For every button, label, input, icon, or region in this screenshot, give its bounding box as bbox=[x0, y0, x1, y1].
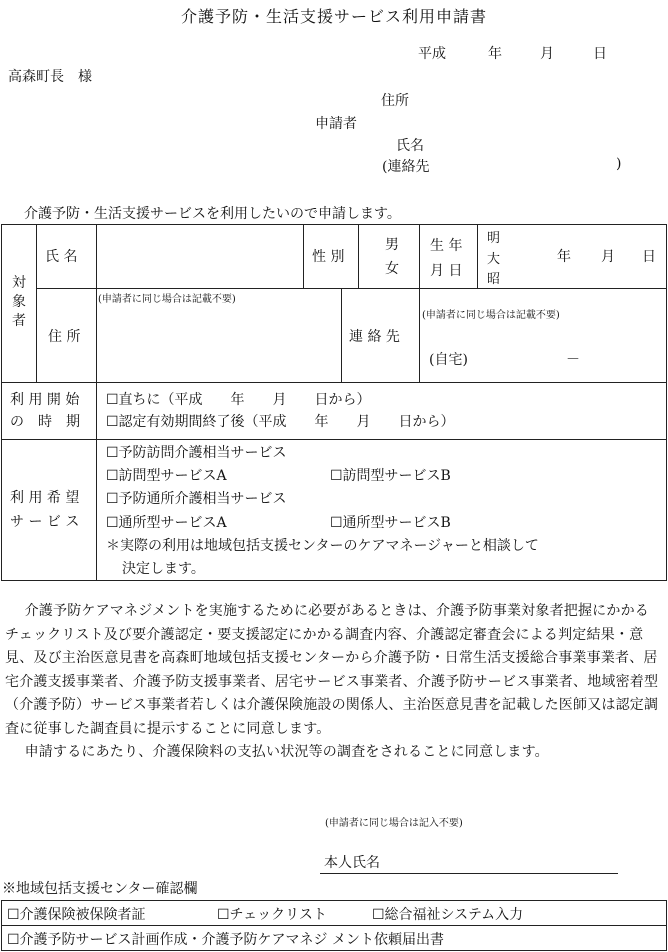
address-note: (申請者に同じ場合は記載不要) bbox=[98, 294, 236, 305]
service-daycare-b[interactable]: ☐通所型サービスB bbox=[330, 515, 451, 531]
name-label: 氏 名 bbox=[45, 249, 78, 265]
contact-label: 連 絡 先 bbox=[349, 329, 400, 345]
table-line-col-era bbox=[477, 224, 478, 288]
addressee: 高森町長 様 bbox=[8, 69, 92, 85]
service-note-2: 決定します。 bbox=[122, 561, 205, 577]
center-item-care-plan[interactable]: ☐介護予防サービス計画作成・介護予防ケアマネジ メント依頼届出書 bbox=[7, 932, 444, 948]
applicant-contact-open: (連絡先 bbox=[382, 159, 430, 175]
date-day: 日 bbox=[593, 46, 607, 62]
table-border-left bbox=[1, 224, 2, 580]
table-line-col-labels bbox=[96, 224, 97, 580]
service-label-1: 利 用 希 望 bbox=[10, 490, 80, 506]
start-option-after-expiry[interactable]: ☐認定有効期間終了後（平成 年 月 日から） bbox=[106, 414, 455, 430]
sex-label: 性 別 bbox=[312, 249, 345, 265]
consent-paragraph-1: 介護予防ケアマネジメントを実施するために必要があるときは、介護予防事業対象者把握にかかるチェックリスト及び要介護認定・要支援認定にかかる調査内容、介護認定審査会による判定結果・意見、及び主治医意見書を高森町地域包括支援センターから介護予防・日常生活支援総合事業事業者、居宅介護支援事業者、介護予防支援事業者、居宅サービス事業者、介護予防サービス事業者、地域密着型（介護予防）サービス事業者若しくは介護保険施設の関係人、主治医意見書を記載した医師又は認定調査に従事した調査員に提示することに同意します。 bbox=[5, 603, 659, 737]
center-box-bottom bbox=[1, 950, 667, 951]
center-item-system-input[interactable]: ☐総合福祉システム入力 bbox=[372, 907, 524, 923]
form-title: 介護予防・生活支援サービス利用申請書 bbox=[180, 7, 487, 26]
service-visit-b[interactable]: ☐訪問型サービスB bbox=[330, 468, 451, 484]
center-box-top bbox=[1, 900, 667, 901]
service-prevent-daycare[interactable]: ☐予防通所介護相当サービス bbox=[106, 491, 287, 507]
sex-male: 男 bbox=[385, 237, 399, 253]
table-border-top bbox=[1, 224, 667, 225]
table-border-bottom bbox=[1, 580, 667, 581]
applicant-contact-close: ) bbox=[616, 156, 622, 172]
service-visit-a[interactable]: ☐訪問型サービスA bbox=[106, 468, 227, 484]
birth-year: 年 bbox=[557, 249, 571, 265]
service-label-2: サ ー ビ ス bbox=[10, 514, 80, 530]
date-year: 年 bbox=[488, 46, 502, 62]
table-line-row1 bbox=[36, 288, 667, 289]
date-era: 平成 bbox=[418, 46, 446, 62]
start-label-2: の 時 期 bbox=[10, 414, 80, 430]
signature-label: 本人氏名 bbox=[324, 855, 380, 871]
era-showa: 昭 bbox=[487, 272, 501, 287]
contact-note: (申請者に同じ場合は記載不要) bbox=[422, 310, 560, 321]
birth-month: 月 bbox=[601, 249, 615, 265]
table-line-col-contact bbox=[341, 288, 342, 382]
table-line-col-contact2 bbox=[419, 288, 420, 382]
address-label: 住 所 bbox=[48, 329, 81, 345]
sex-female: 女 bbox=[385, 261, 399, 277]
table-line-col-subject bbox=[36, 224, 37, 382]
start-option-immediate[interactable]: ☐直ちに（平成 年 月 日から） bbox=[106, 392, 371, 408]
service-prevent-visit[interactable]: ☐予防訪問介護相当サービス bbox=[106, 445, 287, 461]
table-line-row3 bbox=[1, 439, 667, 440]
date-month: 月 bbox=[540, 46, 554, 62]
service-note-1: ＊実際の利用は地域包括支援センターのケアマネージャーと相談して bbox=[106, 538, 539, 554]
signature-note: (申請者に同じ場合は記入不要) bbox=[325, 818, 463, 829]
signature-line[interactable] bbox=[320, 873, 618, 874]
birth-label-1: 生 年 bbox=[430, 238, 463, 254]
table-border-right bbox=[666, 224, 667, 580]
era-meiji: 明 bbox=[487, 231, 501, 246]
center-box-right bbox=[666, 900, 667, 950]
applicant-label: 申請者 bbox=[315, 116, 357, 132]
birth-label-2: 月 日 bbox=[430, 263, 463, 279]
start-label-1: 利 用 開 始 bbox=[10, 392, 80, 408]
center-item-insurance-card[interactable]: ☐介護保険被保険者証 bbox=[7, 907, 146, 923]
center-box-middle bbox=[1, 925, 667, 926]
subject-label: 対象者 bbox=[12, 275, 26, 329]
table-line-col-birth bbox=[419, 224, 420, 288]
center-title: ※地域包括支援センター確認欄 bbox=[2, 881, 198, 897]
center-item-checklist[interactable]: ☐チェックリスト bbox=[217, 907, 327, 923]
table-line-col-sex bbox=[303, 224, 304, 288]
birth-day: 日 bbox=[642, 249, 656, 265]
home-phone-label: (自宅) bbox=[429, 352, 468, 368]
service-daycare-a[interactable]: ☐通所型サービスA bbox=[106, 515, 227, 531]
table-line-col-sex2 bbox=[358, 224, 359, 288]
intro-text: 介護予防・生活支援サービスを利用したいので申請します。 bbox=[24, 206, 401, 222]
center-box-left bbox=[1, 900, 2, 950]
applicant-name-label: 氏名 bbox=[396, 138, 424, 154]
era-taisho: 大 bbox=[487, 252, 501, 267]
consent-text bbox=[5, 600, 663, 765]
table-line-row2 bbox=[1, 382, 667, 383]
home-phone-dash: － bbox=[566, 352, 580, 368]
applicant-address-label: 住所 bbox=[381, 93, 409, 109]
consent-paragraph-2: 申請するにあたり、介護保険料の支払い状況等の調査をされることに同意します。 bbox=[24, 744, 549, 760]
